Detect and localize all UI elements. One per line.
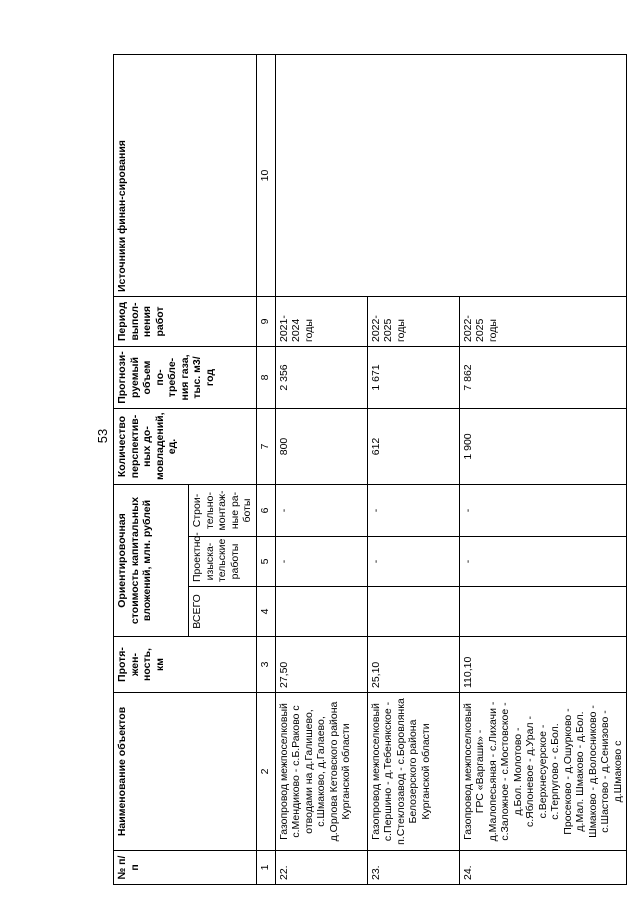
header-cost-group: Ориентировочная стоимость капитальных вложений, млн. рублей	[114, 485, 189, 637]
row-length: 27,50	[275, 637, 367, 693]
column-number: 4	[256, 587, 275, 637]
row-households: 612	[367, 409, 459, 485]
header-name: Наименование объектов	[114, 693, 257, 851]
row-length: 25,10	[367, 637, 459, 693]
row-construction: -	[367, 485, 459, 537]
row-construction: -	[459, 485, 627, 537]
row-period: 2022-2025 годы	[367, 297, 459, 347]
row-gas-volume: 2 356	[275, 347, 367, 409]
header-length: Протя-жен-ность, км	[114, 637, 257, 693]
header-design-work: Проектно-изыска-тельские работы	[189, 537, 257, 587]
column-number: 1	[256, 851, 275, 885]
row-construction: -	[275, 485, 367, 537]
row-households: 800	[275, 409, 367, 485]
header-funding-source: Источники финан-сирования	[114, 55, 257, 297]
column-number: 2	[256, 693, 275, 851]
row-total	[367, 587, 459, 637]
page-number: 53	[95, 428, 110, 444]
table-frame	[113, 55, 624, 885]
row-object-name: Газопровод межпоселковый ГРС «Варгаши» - д.Малопесьяная - с.Лихачи - с.Заложное - с.Мостовское - д.Бол. Молотово - с.Яблоневое - д.Урал - с.Верхнесуерское - с.Терпугово - с.Бол. Просеково - д.Ошурково - д.Мал. Шмаково - д.Бол. Шмаково - д.Волосниково - с.Шастово - д.Сенизово - д.Шмаково с	[459, 693, 627, 851]
column-number: 6	[256, 485, 275, 537]
rotated-table-container	[113, 55, 624, 885]
table-row	[275, 55, 367, 885]
column-number: 5	[256, 537, 275, 587]
row-object-name: Газопровод межпоселковый с.Мендиково - с.Б.Раково с отводами на д.Галишево, с.Шмаково, д.Галаево, д.Орлова Кетовского района Курганской области	[275, 693, 367, 851]
row-design: -	[459, 537, 627, 587]
column-numbers-row	[256, 55, 275, 885]
row-object-name: Газопровод межпоселковый с.Першино - д.Тебенякское - п.Стеклозавод - с.Боровлянка Белозерского района Курганской области	[367, 693, 459, 851]
column-number: 7	[256, 409, 275, 485]
row-num: 22.	[275, 851, 367, 885]
row-period: 2021-2024 годы	[275, 297, 367, 347]
header-total: ВСЕГО	[189, 587, 257, 637]
row-num: 24.	[459, 851, 627, 885]
row-funding-source	[275, 55, 627, 297]
row-total	[275, 587, 367, 637]
row-num: 23.	[367, 851, 459, 885]
objects-table	[113, 54, 627, 885]
row-length: 110,10	[459, 637, 627, 693]
header-period: Период выпол-нения работ	[114, 297, 257, 347]
header-households: Количество перспектив-ных до-мовладений, ед.	[114, 409, 257, 485]
header-gas-volume: Прогнози-руемый объем по-требле-ния газа, тыс. м3/год	[114, 347, 257, 409]
header-row-1	[114, 55, 189, 885]
column-number: 3	[256, 637, 275, 693]
column-number: 8	[256, 347, 275, 409]
row-gas-volume: 7 862	[459, 347, 627, 409]
row-households: 1 900	[459, 409, 627, 485]
row-design: -	[275, 537, 367, 587]
header-construction-work: Строи-тельно-монтаж-ные ра-боты	[189, 485, 257, 537]
row-design: -	[367, 537, 459, 587]
column-number: 9	[256, 297, 275, 347]
row-total	[459, 587, 627, 637]
row-period: 2022-2025 годы	[459, 297, 627, 347]
row-gas-volume: 1 671	[367, 347, 459, 409]
column-number: 10	[256, 55, 275, 297]
header-num: № п/п	[114, 851, 257, 885]
